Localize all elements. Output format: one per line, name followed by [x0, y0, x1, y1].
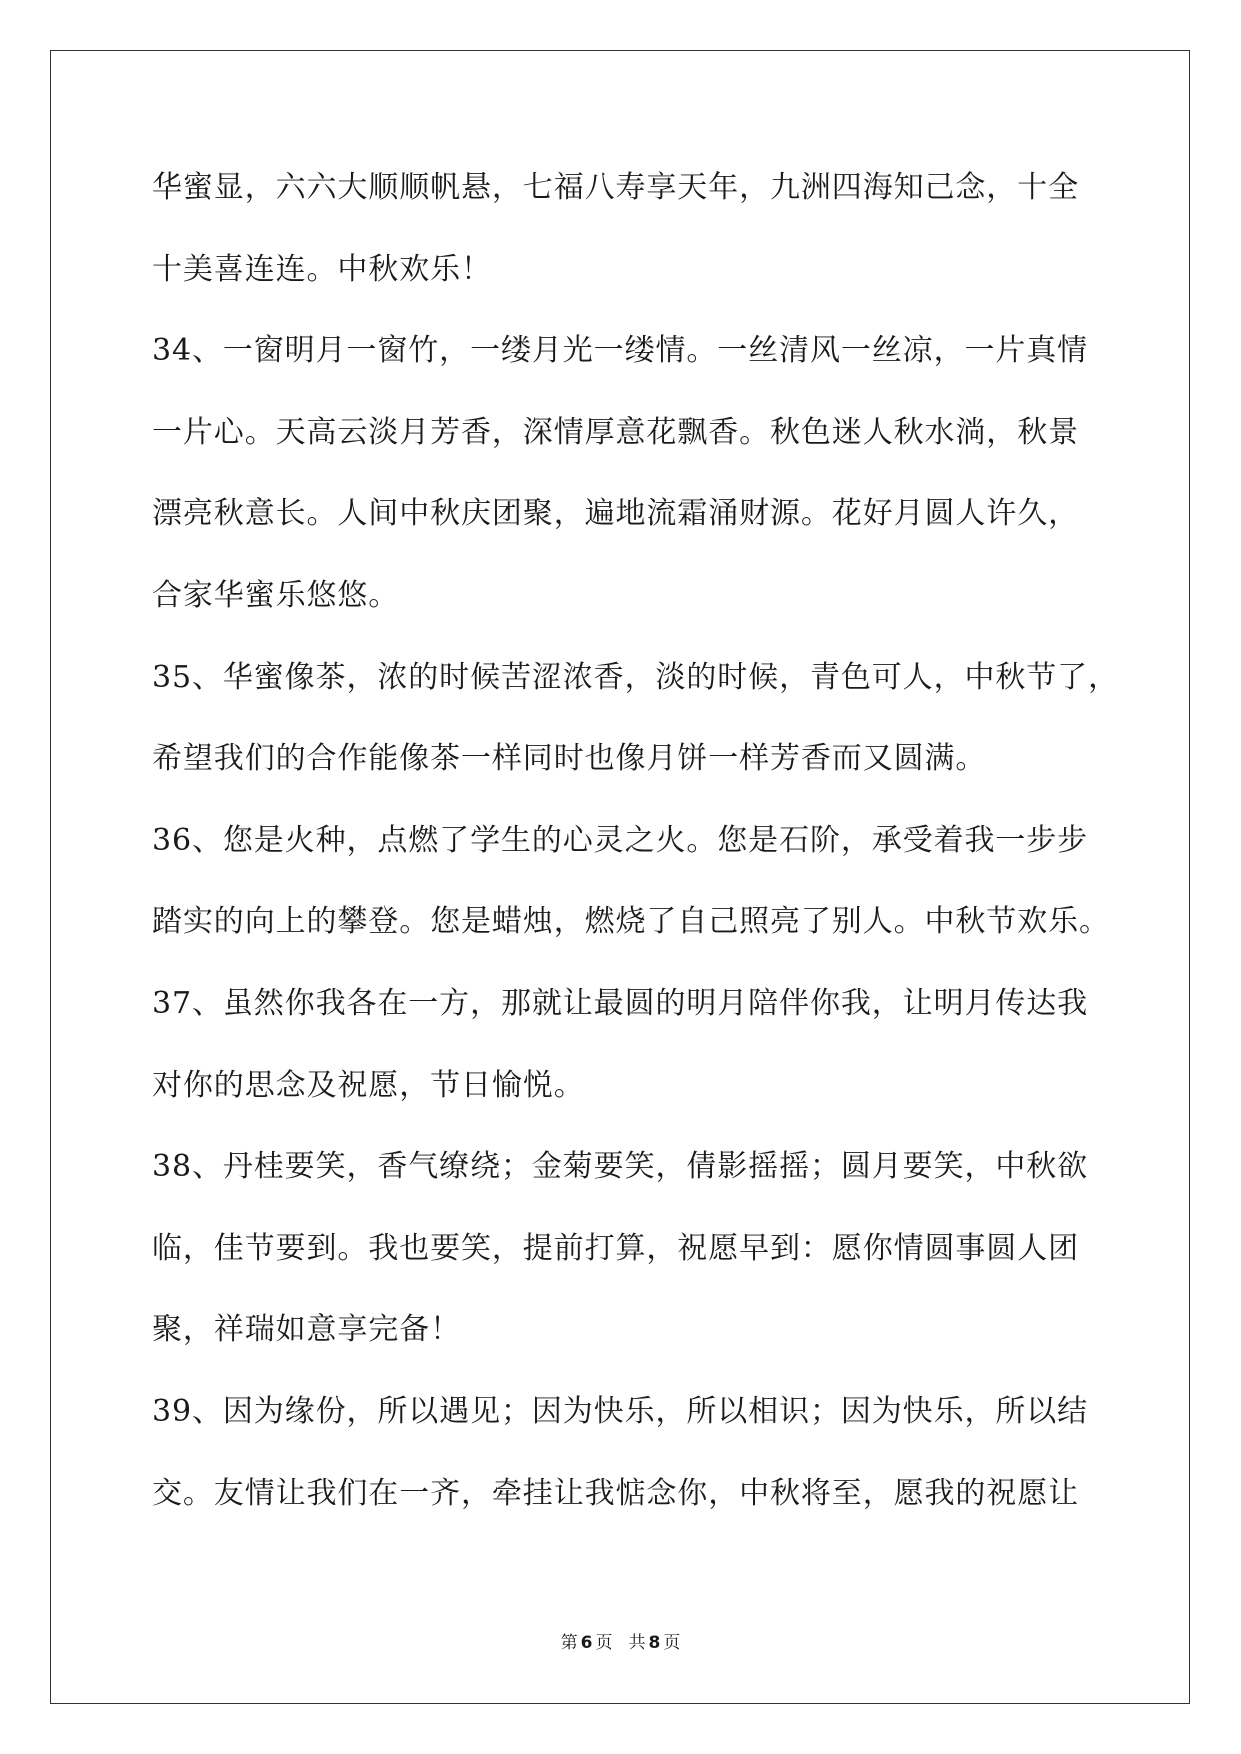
text-line: 对你的思念及祝愿，节日愉悦。 — [152, 1067, 585, 1103]
text-line: 踏实的向上的攀登。您是蜡烛，燃烧了自己照亮了别人。中秋节欢乐。 — [152, 904, 1110, 940]
text-line: 交。友情让我们在一齐，牵挂让我惦念你，中秋将至，愿我的祝愿让 — [152, 1475, 1079, 1511]
text-line: 35、华蜜像茶，浓的时候苦涩浓香，淡的时候，青色可人，中秋节了， — [152, 659, 1119, 695]
document-body — [152, 158, 1119, 1545]
text-line: 聚，祥瑞如意享完备！ — [152, 1312, 461, 1348]
text-line: 37、虽然你我各在一方，那就让最圆的明月陪伴你我，让明月传达我 — [152, 985, 1089, 1021]
text-line: 希望我们的合作能像茶一样同时也像月饼一样芳香而又圆满。 — [152, 741, 987, 777]
text-line: 38、丹桂要笑，香气缭绕；金菊要笑，倩影摇摇；圆月要笑，中秋欲 — [152, 1149, 1089, 1185]
current-page-number: 6 — [580, 1633, 593, 1653]
text-line: 临，佳节要到。我也要笑，提前打算，祝愿早到：愿你情圆事圆人团 — [152, 1230, 1079, 1266]
text-line: 36、您是火种，点燃了学生的心灵之火。您是石阶，承受着我一步步 — [152, 822, 1089, 858]
text-line: 十美喜连连。中秋欢乐！ — [152, 251, 492, 287]
footer-page-suffix: 页 — [595, 1633, 613, 1653]
footer-page-prefix: 第 — [560, 1633, 578, 1653]
page-footer — [0, 1631, 1241, 1655]
footer-total-prefix: 共 — [628, 1633, 646, 1653]
text-line: 34、一窗明月一窗竹，一缕月光一缕情。一丝清风一丝凉，一片真情 — [152, 333, 1089, 369]
text-line: 华蜜显，六六大顺顺帆悬，七福八寿享天年，九洲四海知己念，十全 — [152, 170, 1079, 205]
text-line: 合家华蜜乐悠悠。 — [152, 577, 400, 613]
text-line: 一片心。天高云淡月芳香，深情厚意花飘香。秋色迷人秋水淌，秋景 — [152, 414, 1079, 450]
text-line: 39、因为缘份，所以遇见；因为快乐，所以相识；因为快乐，所以结 — [152, 1393, 1089, 1429]
footer-total-suffix: 页 — [663, 1633, 681, 1653]
total-page-number: 8 — [648, 1633, 661, 1653]
text-line: 漂亮秋意长。人间中秋庆团聚，遍地流霜涌财源。花好月圆人许久， — [152, 496, 1079, 532]
